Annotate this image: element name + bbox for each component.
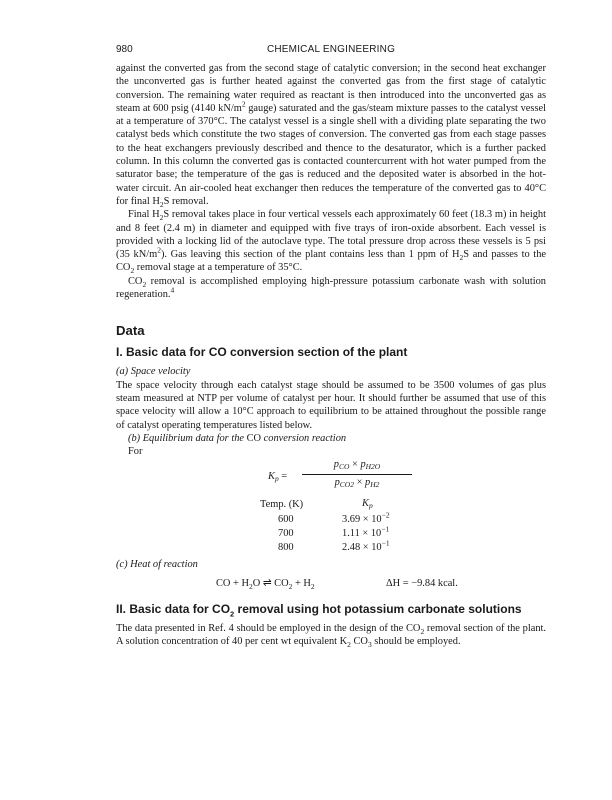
paragraph-space-velocity: The space velocity through each catalyst stage should be assumed to be 3500 volumes of gas plus steam measured at NTP per volume of catalyst per hour. It should further be assumed that use of this space velocity will allow a 10°C approach to equilibrium to be attained throughout the possible range of catalyst operating temperatures listed below.: [116, 379, 546, 431]
kp-col-kp: Kp: [362, 497, 373, 510]
running-head: CHEMICAL ENGINEERING: [266, 44, 396, 55]
table-row: 600 $3.69 \times 10^{-2}$: [278, 510, 390, 525]
fraction-denominator: pCO2 × pH2: [334, 477, 380, 490]
for-label: For: [128, 446, 143, 458]
reaction-enthalpy: ΔH = −9.84 kcal.: [386, 577, 458, 589]
subheading-heat-of-reaction: (c) Heat of reaction: [116, 559, 198, 571]
subheading-space-velocity: (a) Space velocity: [116, 366, 191, 378]
heading-data: Data: [116, 323, 145, 339]
kp-equation: [116, 458, 546, 496]
kp-equation-lhs: Kp =: [268, 471, 288, 484]
heading-section-2: II. Basic data for $CO_2$ removal using hot potassium carbonate solutions: [116, 601, 522, 619]
paragraph-co2-removal: $CO_2$ removal is accomplished employing high-pressure potassium carbonate wash with solution regeneration.$^4$: [116, 275, 546, 301]
paragraph-converted-gas: against the converted gas from the second stage of catalytic conversion; in the second heat exchanger the unconverted gas is further heated against the converted gas from the first stage of catalytic conversion. The remaining water required as reactant is then introduced into the unconverted gas as steam at 600 psig (4140 $kN/m^2$ gauge) saturated and the gas/steam mixture passes to the catalyst vessel at a temperature of 370°C. The catalyst vessel is a single shell with a dividing plate separating the two catalyst beds which constitute the two stages of conversion. The converted gas from each stage passes to the heat exchangers previously described and thence to the desaturator, which is a further packed column. In this column the converted gas is contacted countercurrent with hot water pumped from the saturator base; the temperature of the gas is reduced and the deposited water is absorbed in the hot-water circuit. An air-cooled heat exchanger then reduces the temperature of the converted gas to 40°C for final $H_2S$ removal.: [116, 63, 546, 210]
page-number: 980: [116, 44, 133, 55]
fraction-bar: [302, 474, 412, 475]
table-row: 800 $2.48 \times 10^{-1}$: [278, 538, 390, 553]
page-header: [116, 44, 546, 58]
paragraph-h2s-removal: Final $H_2S$ removal takes place in four vertical vessels each approximately 60 feet (18.3 m) in height and 8 feet (2.4 m) in diameter and equipped with five trays of iron-oxide absorbent. Each vessel is provided with a locking lid of the autoclave type. The total pressure drop across these vessels is 5 psi (35 $kN/m^2$). Gas leaving this section of the plant contains less than 1 ppm of $H_2S$ and passes to the $CO_2$ removal stage at a temperature of 35°C.: [116, 209, 547, 276]
paragraph-potassium-carbonate: The data presented in Ref. 4 should be employed in the design of the $CO_2$ removal section of the plant. A solution concentration of 40 per cent wt equivalent $K_2$ $CO_3$ should be employed.: [116, 622, 546, 650]
subheading-equilibrium: (b) Equilibrium data for the CO conversion reaction: [128, 432, 347, 444]
reaction-formula: CO + $H_2O$ ⇌ $CO_2 + H_2$: [216, 577, 315, 591]
fraction-numerator: pCO × pH2O: [333, 459, 381, 472]
reaction-equation: [116, 574, 546, 594]
kp-table: [260, 496, 390, 554]
heading-section-1: I. Basic data for CO conversion section of the plant: [116, 345, 408, 360]
page-body: [116, 62, 546, 648]
kp-col-temp: Temp. (K): [260, 498, 304, 510]
table-row: 700 $1.11 \times 10^{-1}$: [278, 524, 390, 539]
kp-table-header: [260, 496, 390, 512]
kp-equation-fraction: [302, 458, 412, 491]
